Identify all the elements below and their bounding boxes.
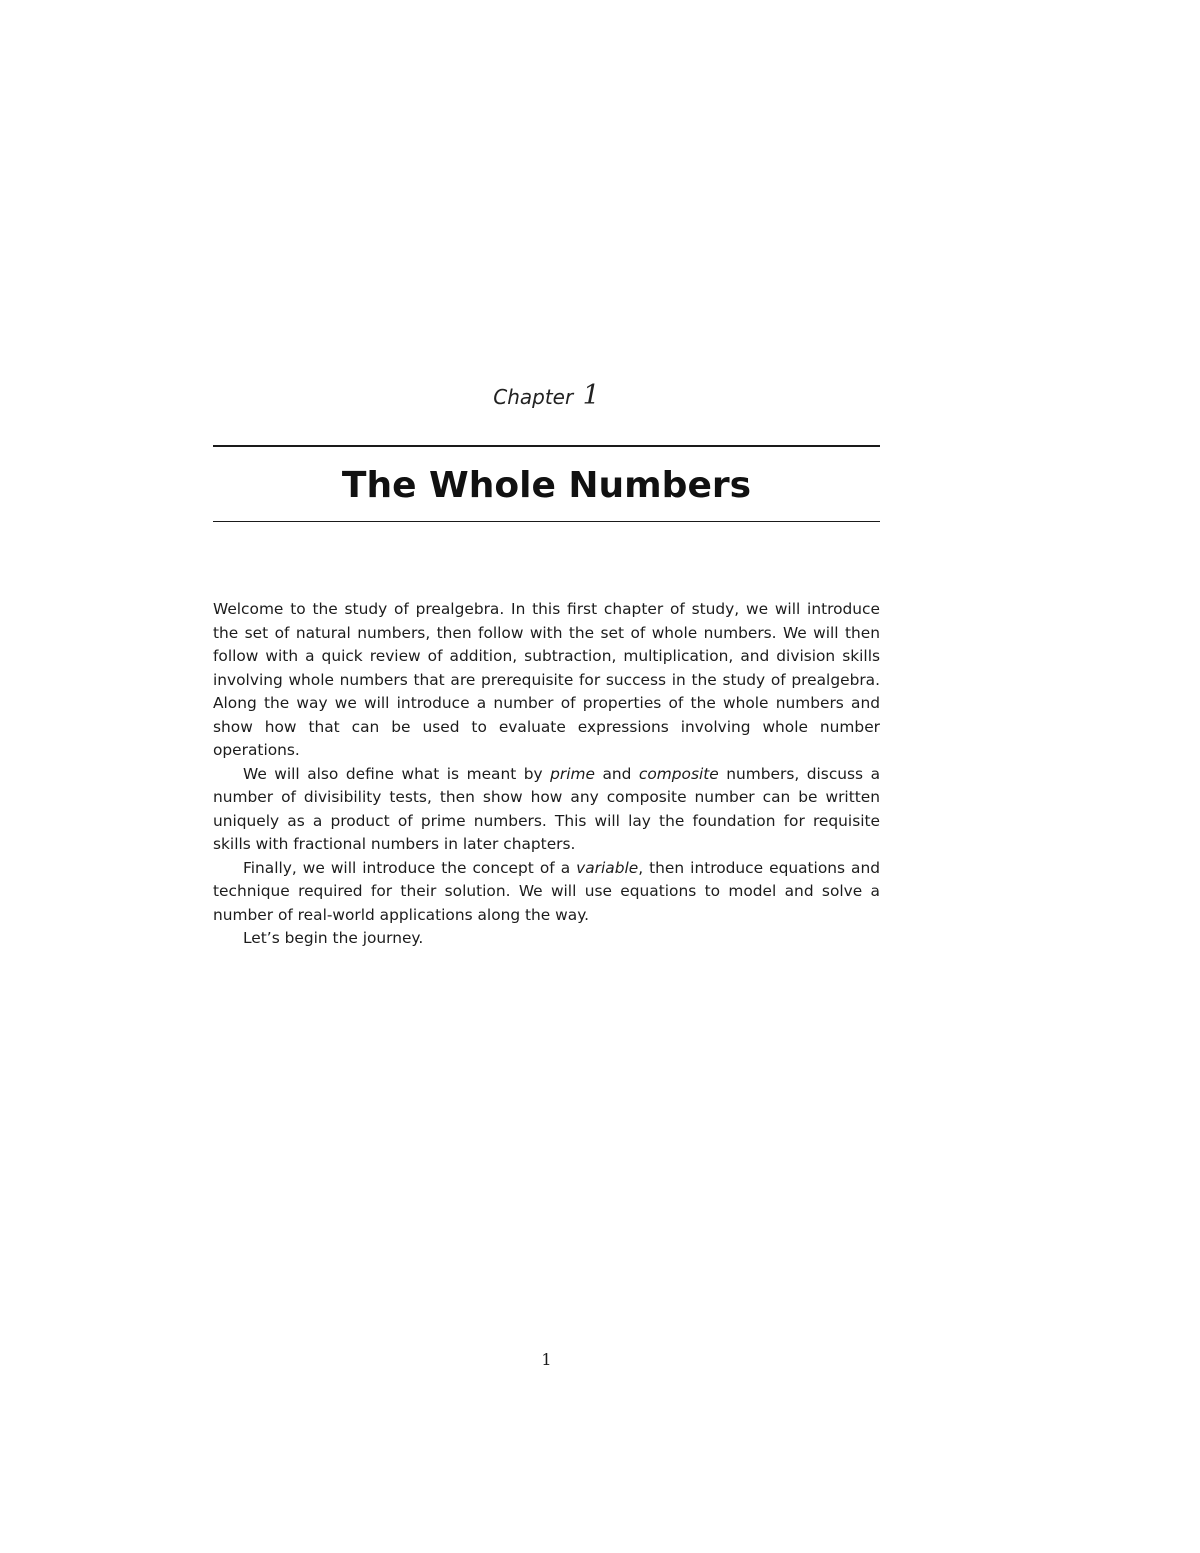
term-composite: composite <box>638 764 719 783</box>
intro-paragraph-2 <box>213 763 880 857</box>
title-rule-bottom <box>213 521 880 522</box>
chapter-intro <box>213 598 880 951</box>
paragraph-text: , then introduce equations and technique required for their solution. We will use equations to model and solve a number of real-world applications along the way. <box>213 858 880 924</box>
chapter-number: 1 <box>582 380 600 411</box>
intro-paragraph-3 <box>213 857 880 928</box>
term-prime: prime <box>550 764 595 783</box>
intro-paragraph-4: Let’s begin the journey. <box>243 929 424 947</box>
title-rule-top <box>213 445 880 447</box>
paragraph-text: numbers, discuss a number of divisibility tests, then show how any composite number can be written uniquely as a product of prime numbers. This will lay the foundation for requisite skills with fractional numbers in later chapters. <box>213 764 880 853</box>
chapter-label <box>213 379 880 414</box>
paragraph-text: Finally, we will introduce the concept of a <box>243 858 577 877</box>
chapter-word: Chapter <box>493 385 574 409</box>
paragraph-text: and <box>594 764 639 783</box>
intro-paragraph-1: Welcome to the study of prealgebra. In this first chapter of study, we will introduce the set of natural numbers, then follow with the set of whole numbers. We will then follow with a quick review of addition, subtraction, multiplication, and division skills involving whole numbers that are prerequisite for success in the study of prealgebra. Along the way we will introduce a number of properties of the whole numbers and show how that can be used to evaluate expressions involving whole number operations. <box>213 600 880 759</box>
term-variable: variable <box>576 858 639 877</box>
paragraph-text: We will also define what is meant by <box>243 764 551 783</box>
page-number: 1 <box>541 1350 552 1369</box>
chapter-title: The Whole Numbers <box>341 465 752 506</box>
